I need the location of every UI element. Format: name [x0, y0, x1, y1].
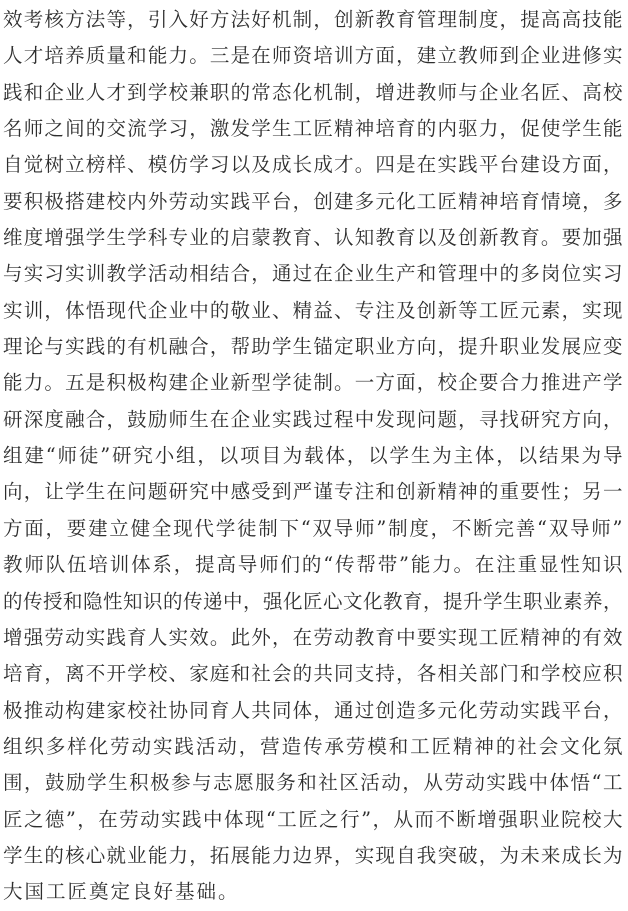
text-line: 理论与实践的有机融合，帮助学生锚定职业方向，提升职业发展应变: [3, 335, 623, 359]
text-line: 研深度融合，鼓励师生在企业实践过程中发现问题，寻找研究方向，: [3, 407, 623, 431]
text-line: 践和企业人才到学校兼职的常态化机制，增进教师与企业名匠、高校: [3, 80, 623, 104]
text-line-last: 大国工匠奠定良好基础。: [3, 880, 240, 904]
text-line: 培育，离不开学校、家庭和社会的共同支持，各相关部门和学校应积: [3, 662, 623, 686]
text-line: 围，鼓励学生积极参与志愿服务和社区活动，从劳动实践中体悟“工: [3, 771, 623, 795]
text-line: 能力。五是积极构建企业新型学徒制。一方面，校企要合力推进产学: [3, 371, 623, 395]
text-line: 与实习实训教学活动相结合，通过在企业生产和管理中的多岗位实习: [3, 262, 623, 286]
text-line: 实训，体悟现代企业中的敬业、精益、专注及创新等工匠元素，实现: [3, 298, 623, 322]
text-line: 自觉树立榜样、模仿学习以及成长成才。四是在实践平台建设方面，: [3, 153, 623, 177]
text-line: 名师之间的交流学习，激发学生工匠精神培育的内驱力，促使学生能: [3, 117, 623, 141]
text-line: 匠之德”，在劳动实践中体现“工匠之行”，从而不断增强职业院校大: [3, 807, 623, 831]
text-line: 组织多样化劳动实践活动，营造传承劳模和工匠精神的社会文化氛: [3, 734, 623, 758]
text-line: 效考核方法等，引入好方法好机制，创新教育管理制度，提高高技能: [3, 8, 623, 31]
text-line: 维度增强学生学科专业的启蒙教育、认知教育以及创新教育。要加强: [3, 226, 623, 250]
text-line: 向，让学生在问题研究中感受到严谨专注和创新精神的重要性；另一: [3, 480, 623, 504]
text-line: 要积极搭建校内外劳动实践平台，创建多元化工匠精神培育情境，多: [3, 189, 623, 213]
text-line: 人才培养质量和能力。三是在师资培训方面，建立教师到企业进修实: [3, 44, 623, 68]
text-line: 极推动构建家校社协同育人共同体，通过创造多元化劳动实践平台，: [3, 698, 623, 722]
text-line: 学生的核心就业能力，拓展能力边界，实现自我突破，为未来成长为: [3, 843, 623, 867]
text-line: 组建“师徒”研究小组，以项目为载体，以学生为主体，以结果为导: [3, 444, 623, 468]
text-line: 的传授和隐性知识的传递中，强化匠心文化教育，提升学生职业素养，: [3, 589, 623, 613]
text-line: 方面，要建立健全现代学徒制下“双导师”制度，不断完善“双导师”: [3, 516, 623, 540]
text-line: 教师队伍培训体系，提高导师们的“传帮带”能力。在注重显性知识: [3, 553, 623, 577]
text-line: 增强劳动实践育人实效。此外，在劳动教育中要实现工匠精神的有效: [3, 625, 623, 649]
